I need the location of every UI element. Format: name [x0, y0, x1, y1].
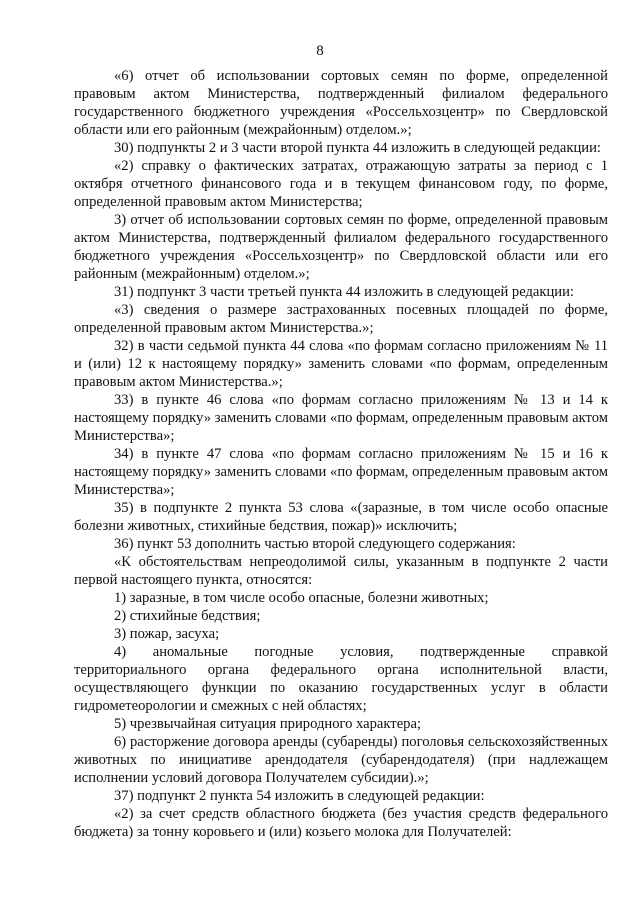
paragraph: 2) стихийные бедствия; — [114, 608, 261, 624]
page-number: 8 — [316, 43, 324, 59]
paragraph: 33) в пункте 46 слова «по формам согласно приложениям № 13 и 14 к настоящему порядку» заменить словами «по формам, определенным правовым актом Министерства»; — [74, 392, 608, 444]
paragraph: 34) в пункте 47 слова «по формам согласно приложениям № 15 и 16 к настоящему порядку» заменить словами «по формам, определенным правовым актом Министерства»; — [74, 446, 608, 498]
document-body — [74, 67, 608, 841]
paragraph: «3) сведения о размере застрахованных посевных площадей по форме, определенной правовым актом Министерства.»; — [74, 302, 608, 336]
paragraph: «2) за счет средств областного бюджета (без участия средств федерального бюджета) за тонну коровьего и (или) козьего молока для Получателей: — [74, 806, 608, 840]
paragraph: 31) подпункт 3 части третьей пункта 44 изложить в следующей редакции: — [114, 284, 574, 300]
paragraph: 6) расторжение договора аренды (субаренды) поголовья сельскохозяйственных животных по инициативе арендодателя (субарендодателя) (при надлежащем исполнении условий договора Получателем субсидии).»; — [74, 734, 608, 786]
paragraph: 30) подпункты 2 и 3 части второй пункта 44 изложить в следующей редакции: — [114, 140, 601, 156]
paragraph: «К обстоятельствам непреодолимой силы, указанным в подпункте 2 части первой настоящего пункта, относятся: — [74, 554, 608, 588]
paragraph: 37) подпункт 2 пункта 54 изложить в следующей редакции: — [114, 788, 485, 804]
paragraph: «2) справку о фактических затратах, отражающую затраты за период с 1 октября отчетного финансового года и в текущем финансовом году, по форме, определенной правовым актом Министерства; — [74, 158, 608, 210]
paragraph: 3) пожар, засуха; — [114, 626, 220, 642]
paragraph: 1) заразные, в том числе особо опасные, болезни животных; — [114, 590, 489, 606]
paragraph: «6) отчет об использовании сортовых семян по форме, определенной правовым актом Министерства, подтвержденный филиалом федерального государственного бюджетного учреждения «Россельхозцентр» по Свердловской области или его районным (межрайонным) отделом.»; — [74, 68, 608, 138]
paragraph: 36) пункт 53 дополнить частью второй следующего содержания: — [114, 536, 516, 552]
paragraph: 5) чрезвычайная ситуация природного характера; — [114, 716, 421, 732]
paragraph: 3) отчет об использовании сортовых семян по форме, определенной правовым актом Министерства, подтвержденный филиалом федерального государственного бюджетного учреждения «Россельхозцентр» по Свердловской области или его районным (межрайонным) отделом.»; — [74, 212, 608, 282]
paragraph: 4) аномальные погодные условия, подтвержденные справкой территориального органа федерального органа исполнительной власти, осуществляющего функции по оказанию государственных услуг в области гидрометеорологии и смежных с ней областях; — [74, 644, 608, 714]
paragraph: 32) в части седьмой пункта 44 слова «по формам согласно приложениям № 11 и (или) 12 к настоящему порядку» заменить словами «по формам, определенным правовым актом Министерства.»; — [74, 338, 608, 390]
paragraph: 35) в подпункте 2 пункта 53 слова «(заразные, в том числе особо опасные болезни животных, стихийные бедствия, пожар)» исключить; — [74, 500, 608, 534]
